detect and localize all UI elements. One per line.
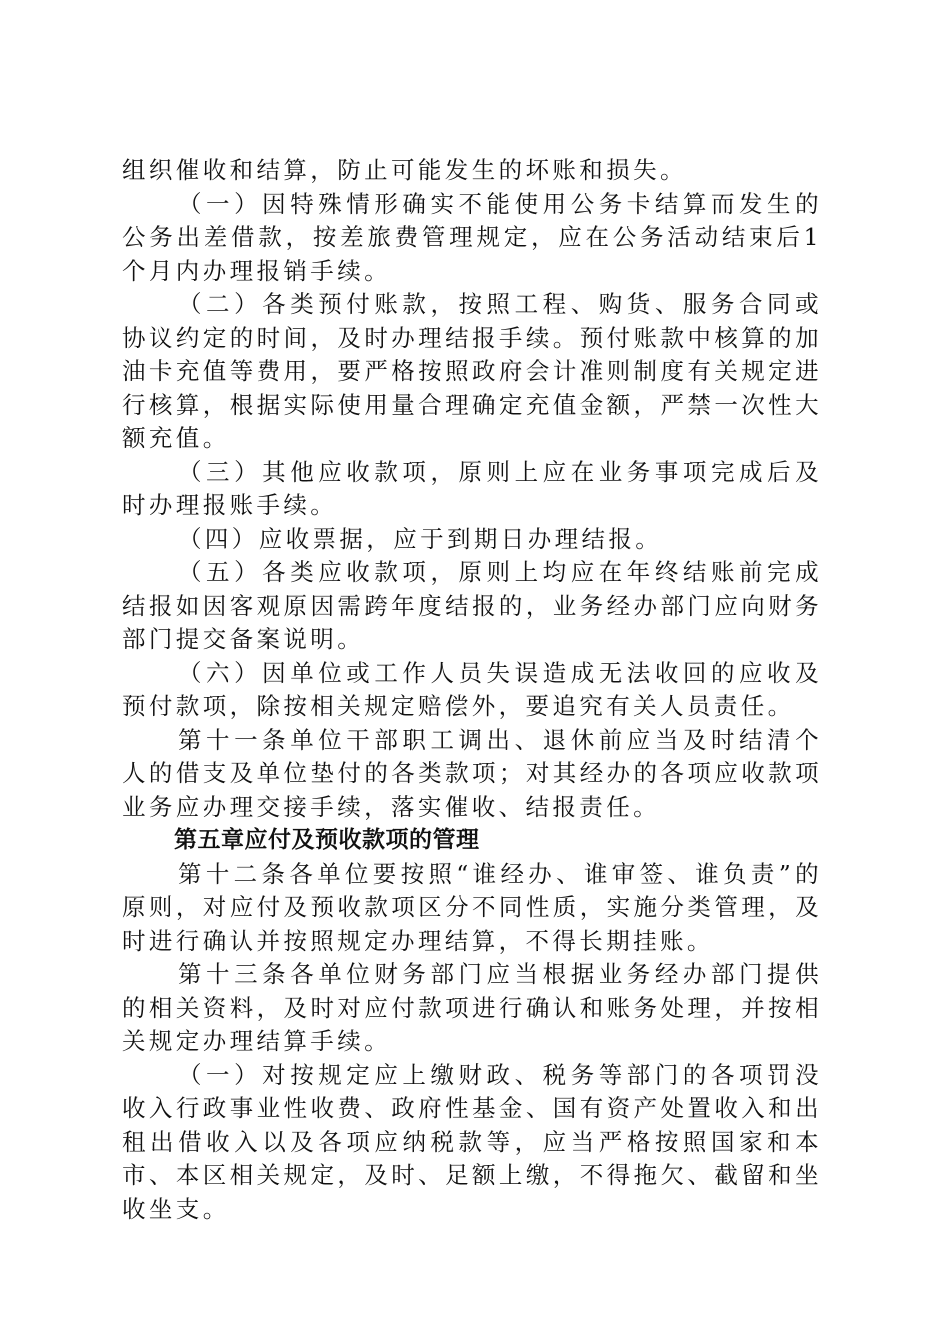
paragraph-item-6-liability: （六）因单位或工作人员失误造成无法收回的应收及预付款项，除按相关规定赔偿外，要追究有关人员责任。 [122,658,822,720]
chapter-five-heading: 第五章应付及预收款项的管理 [174,827,480,853]
paragraph-item-2-prepayments: （二）各类预付账款，按照工程、购货、服务合同或协议约定的时间，及时办理结报手续。预付账款中核算的加油卡充值等费用，要严格按照政府会计准则制度有关规定进行核算，根据实际使用量合理确定充值金额，严禁一次性大额充值。 [122,290,822,452]
paragraph-item-4-notes-receivable: （四）应收票据，应于到期日办理结报。 [178,524,663,553]
document-page [122,154,822,1226]
paragraph-collection-continued: 组织催收和结算，防止可能发生的坏账和损失。 [122,156,687,184]
paragraph-article-13-item-1: （一）对按规定应上缴财政、税务等部门的各项罚没收入行政事业性收费、政府性基金、国有资产处置收入和出租出借收入以及各项应纳税款等，应当严格按照国家和本市、本区相关规定，及时、足额上缴，不得拖欠、截留和坐收坐支。 [122,1060,822,1223]
paragraph-item-3-other-receivables: （三）其他应收款项，原则上应在业务事项完成后及时办理报账手续。 [122,457,822,519]
paragraph-article-11: 第十一条单位干部职工调出、退休前应当及时结清个人的借支及单位垫付的各类款项；对其经办的各项应收款项业务应办理交接手续，落实催收、结报责任。 [122,725,822,821]
paragraph-article-12: 第十二条各单位要按照“谁经办、谁审签、谁负责”的原则，对应付及预收款项区分不同性质，实施分类管理，及时进行确认并按照规定办理结算，不得长期挂账。 [122,859,822,955]
paragraph-item-1-travel-advance: （一）因特殊情形确实不能使用公务卡结算而发生的公务出差借款，按差旅费管理规定，应在公务活动结束后1个月内办理报销手续。 [122,189,822,285]
paragraph-article-13: 第十三条各单位财务部门应当根据业务经办部门提供的相关资料，及时对应付款项进行确认和账务处理，并按相关规定办理结算手续。 [122,960,822,1055]
paragraph-item-5-year-end-settlement: （五）各类应收款项，原则上均应在年终结账前完成结报如因客观原因需跨年度结报的，业务经办部门应向财务部门提交备案说明。 [122,558,822,653]
